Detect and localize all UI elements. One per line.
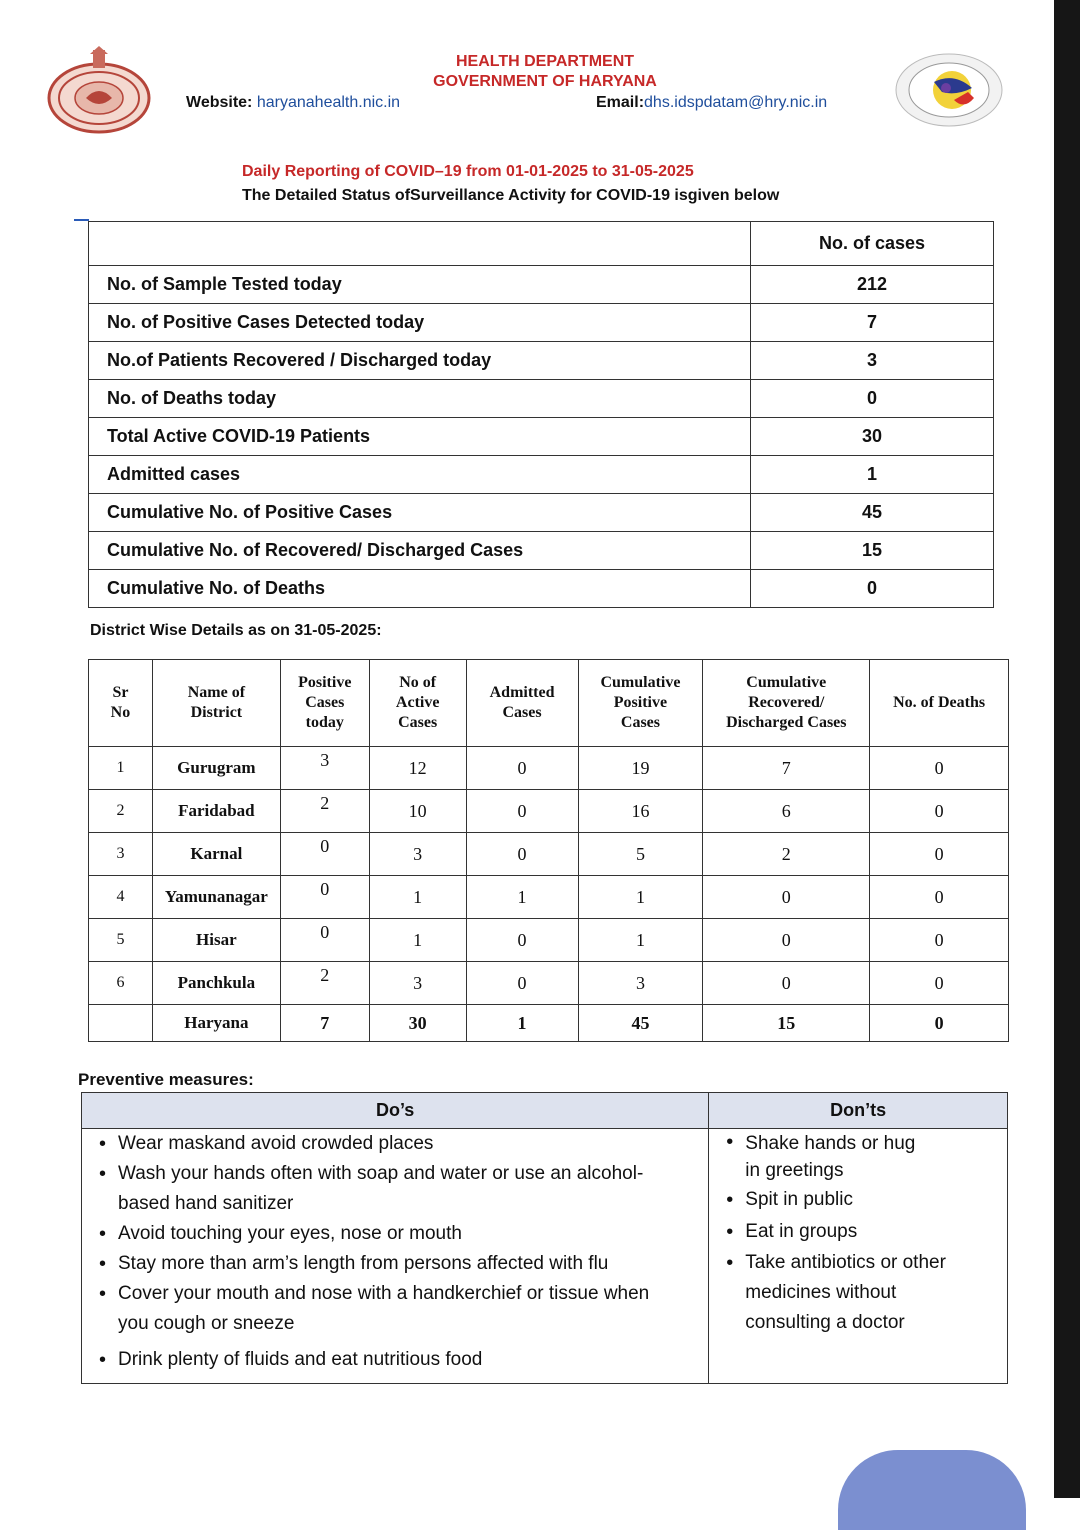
summary-label: No. of Deaths today [89, 380, 751, 418]
admitted-cell: 0 [466, 747, 578, 790]
donts-item: • Spit in public [709, 1185, 1007, 1215]
positive-cell: 2 [280, 962, 369, 1005]
total-admitted-cell: 1 [466, 1005, 578, 1042]
active-cell: 10 [369, 790, 466, 833]
cum-recovered-cell: 2 [703, 833, 870, 876]
summary-row [89, 266, 994, 304]
summary-row [89, 532, 994, 570]
summary-label: Cumulative No. of Positive Cases [89, 494, 751, 532]
summary-header-row [89, 222, 994, 266]
sr-cell: 4 [89, 876, 153, 919]
website-label: Website: [186, 94, 253, 111]
window-edge-bar [1054, 0, 1080, 1498]
summary-row [89, 304, 994, 342]
deaths-cell: 0 [870, 833, 1009, 876]
district-name-cell: Gurugram [152, 747, 280, 790]
email-label: Email: [596, 94, 645, 111]
district-name-cell: Faridabad [152, 790, 280, 833]
active-cell: 12 [369, 747, 466, 790]
email-line [596, 94, 827, 112]
summary-header-blank [89, 222, 751, 266]
floating-action-button[interactable] [838, 1450, 1026, 1530]
cum-positive-cell: 19 [578, 747, 703, 790]
district-name-cell: Panchkula [152, 962, 280, 1005]
col-header-district: Name of District [152, 660, 280, 747]
total-active-cell: 30 [369, 1005, 466, 1042]
admitted-cell: 1 [466, 876, 578, 919]
positive-cell: 2 [280, 790, 369, 833]
summary-value: 7 [751, 304, 994, 342]
idsp-logo [894, 52, 1004, 128]
dos-item: • Avoid touching your eyes, nose or mouth [82, 1219, 708, 1249]
positive-cell: 3 [280, 747, 369, 790]
dos-item: • Drink plenty of fluids and eat nutritious food [82, 1345, 708, 1375]
deaths-cell: 0 [870, 962, 1009, 1005]
sr-cell: 6 [89, 962, 153, 1005]
report-subtitle: The Detailed Status ofSurveillance Activity for COVID-19 isgiven below [242, 187, 780, 204]
col-header-cum-recovered: Cumulative Recovered/ Discharged Cases [703, 660, 870, 747]
district-section-label: District Wise Details as on 31-05-2025: [90, 622, 382, 639]
total-sr-blank [89, 1005, 153, 1042]
dos-item: • Cover your mouth and nose with a handkerchief or tissue when you cough or sneeze [82, 1279, 708, 1339]
cum-recovered-cell: 0 [703, 876, 870, 919]
total-deaths-cell: 0 [870, 1005, 1009, 1042]
deaths-cell: 0 [870, 876, 1009, 919]
summary-label: Admitted cases [89, 456, 751, 494]
district-name-cell: Yamunanagar [152, 876, 280, 919]
deaths-cell: 0 [870, 747, 1009, 790]
government-name: GOVERNMENT OF HARYANA [433, 73, 657, 90]
summary-label: Cumulative No. of Deaths [89, 570, 751, 608]
active-cell: 1 [369, 919, 466, 962]
summary-label: No. of Sample Tested today [89, 266, 751, 304]
deaths-cell: 0 [870, 790, 1009, 833]
dos-item: • Stay more than arm’s length from persons affected with flu [82, 1249, 708, 1279]
cum-recovered-cell: 0 [703, 962, 870, 1005]
accent-mark [74, 219, 89, 221]
active-cell: 1 [369, 876, 466, 919]
dos-header: Do’s [82, 1093, 709, 1129]
col-header-positive: Positive Cases today [280, 660, 369, 747]
district-header-row [89, 660, 1009, 747]
donts-item: • Eat in groups [709, 1217, 1007, 1247]
donts-cell [709, 1129, 1008, 1384]
col-header-admitted: Admitted Cases [466, 660, 578, 747]
district-name-cell: Karnal [152, 833, 280, 876]
district-total-row [89, 1005, 1009, 1042]
total-cum-recovered-cell: 15 [703, 1005, 870, 1042]
total-positive-cell: 7 [280, 1005, 369, 1042]
sr-cell: 5 [89, 919, 153, 962]
summary-label: No.of Patients Recovered / Discharged today [89, 342, 751, 380]
summary-value: 1 [751, 456, 994, 494]
preventive-body-row [82, 1129, 1008, 1384]
summary-value: 15 [751, 532, 994, 570]
preventive-table [81, 1092, 1008, 1384]
district-name-cell: Hisar [152, 919, 280, 962]
summary-value: 30 [751, 418, 994, 456]
sr-cell: 2 [89, 790, 153, 833]
summary-value: 0 [751, 380, 994, 418]
active-cell: 3 [369, 833, 466, 876]
total-cum-positive-cell: 45 [578, 1005, 703, 1042]
summary-value: 3 [751, 342, 994, 380]
col-header-sr: Sr No [89, 660, 153, 747]
district-row [89, 747, 1009, 790]
summary-row [89, 342, 994, 380]
district-row [89, 833, 1009, 876]
admitted-cell: 0 [466, 833, 578, 876]
cum-positive-cell: 1 [578, 919, 703, 962]
dos-item: • Wash your hands often with soap and water or use an alcohol- based hand sanitizer [82, 1159, 708, 1219]
donts-header: Don’ts [709, 1093, 1008, 1129]
admitted-cell: 0 [466, 962, 578, 1005]
cum-positive-cell: 16 [578, 790, 703, 833]
cum-recovered-cell: 7 [703, 747, 870, 790]
dos-item: • Wear maskand avoid crowded places [82, 1129, 708, 1159]
district-table [88, 659, 1009, 1042]
preventive-header-row [82, 1093, 1008, 1129]
cum-positive-cell: 3 [578, 962, 703, 1005]
summary-value: 45 [751, 494, 994, 532]
summary-row [89, 456, 994, 494]
dos-list [82, 1129, 708, 1383]
district-row [89, 962, 1009, 1005]
donts-item: • Take antibiotics or other medicines without consulting a doctor [709, 1248, 1007, 1338]
dos-cell [82, 1129, 709, 1384]
department-heading [380, 52, 710, 92]
sr-cell: 3 [89, 833, 153, 876]
admitted-cell: 0 [466, 790, 578, 833]
cum-positive-cell: 1 [578, 876, 703, 919]
website-link[interactable]: haryanahealth.nic.in [256, 94, 401, 111]
district-row [89, 790, 1009, 833]
sr-cell: 1 [89, 747, 153, 790]
donts-item: • Shake hands or hug in greetings [709, 1129, 1007, 1184]
summary-row [89, 494, 994, 532]
summary-label: Cumulative No. of Recovered/ Discharged Cases [89, 532, 751, 570]
summary-row [89, 380, 994, 418]
summary-row [89, 418, 994, 456]
haryana-seal-logo [46, 44, 152, 134]
summary-label: Total Active COVID-19 Patients [89, 418, 751, 456]
admitted-cell: 0 [466, 919, 578, 962]
district-row [89, 876, 1009, 919]
cum-positive-cell: 5 [578, 833, 703, 876]
active-cell: 3 [369, 962, 466, 1005]
col-header-cum-positive: Cumulative Positive Cases [578, 660, 703, 747]
department-name: HEALTH DEPARTMENT [455, 53, 635, 70]
website-line [186, 94, 400, 112]
summary-table [88, 221, 994, 608]
preventive-section-label: Preventive measures: [78, 1070, 254, 1089]
col-header-deaths: No. of Deaths [870, 660, 1009, 747]
summary-value: 212 [751, 266, 994, 304]
col-header-active: No of Active Cases [369, 660, 466, 747]
deaths-cell: 0 [870, 919, 1009, 962]
cum-recovered-cell: 0 [703, 919, 870, 962]
donts-list [709, 1129, 1007, 1338]
positive-cell: 0 [280, 919, 369, 962]
summary-row [89, 570, 994, 608]
summary-header-cases: No. of cases [751, 222, 994, 266]
positive-cell: 0 [280, 876, 369, 919]
summary-label: No. of Positive Cases Detected today [89, 304, 751, 342]
email-link[interactable]: dhs.idspdatam@hry.nic.in [644, 94, 828, 111]
total-name-cell: Haryana [152, 1005, 280, 1042]
cum-recovered-cell: 6 [703, 790, 870, 833]
district-row [89, 919, 1009, 962]
summary-value: 0 [751, 570, 994, 608]
report-title: Daily Reporting of COVID–19 from 01-01-2025 to 31-05-2025 [242, 163, 694, 180]
positive-cell: 0 [280, 833, 369, 876]
